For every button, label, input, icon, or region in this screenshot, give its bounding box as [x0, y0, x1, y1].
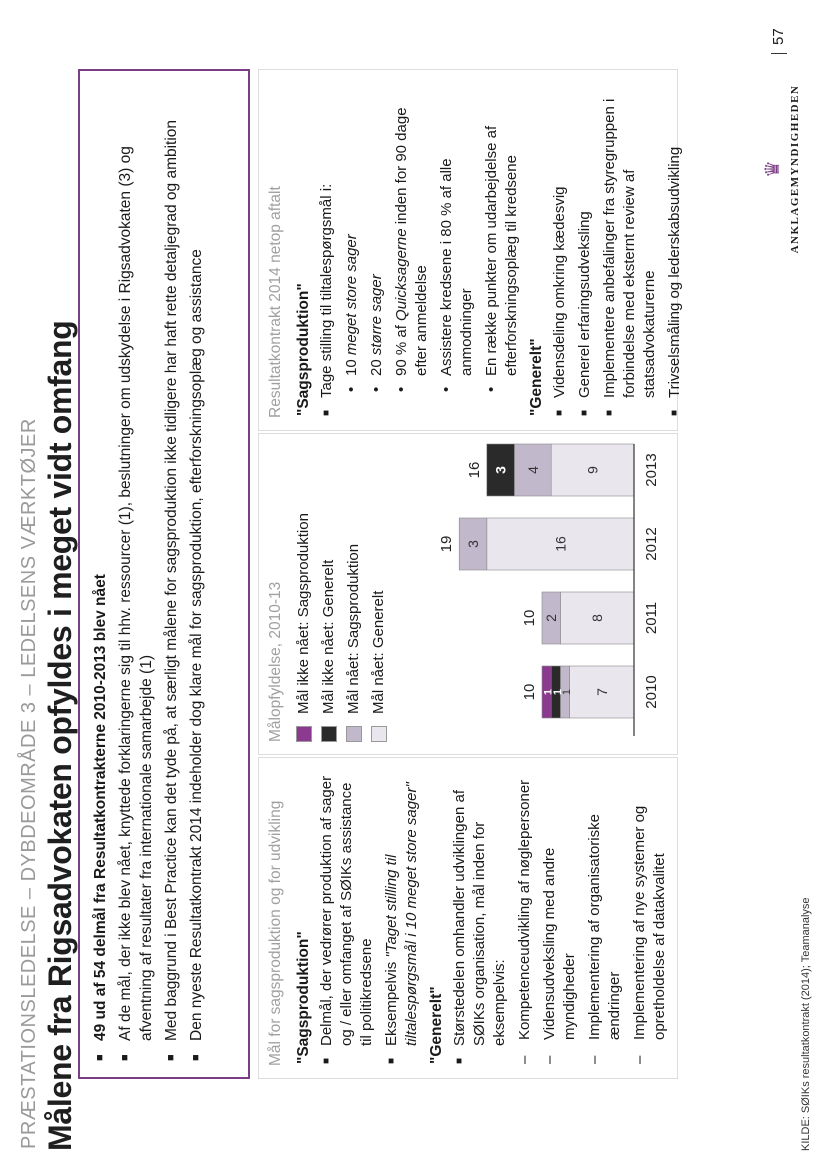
breadcrumb: PRÆSTATIONSLEDELSE – DYBDEOMRÅDE 3 – LEDELSENS VÆRKTØJER [18, 418, 40, 1149]
bar-value-label: 4 [524, 466, 541, 474]
section-heading: "Sagsproduktion" [295, 283, 312, 416]
list-item: ■ Tage stilling til tiltalespørgsmål i: [317, 82, 337, 418]
stacked-bar-chart [409, 434, 677, 754]
list-item: • 20 større sager [367, 82, 387, 396]
legend-item: Mål ikke nået: Sagsproduktion [295, 513, 312, 742]
list-item: ■ Størstedelen omhandler udviklingen af SØIKs organisation, mål inden for eksempelvis: [450, 770, 510, 1066]
agency-logo: ♛ ANKLAGEMYNDIGHEDEN [760, 69, 801, 269]
list-item: – Vidensudveksling med andre myndigheder [540, 770, 580, 1066]
legend-item: Mål nået: Sagsproduktion [345, 513, 362, 742]
bar-total-label: 10 [521, 609, 538, 627]
panel-title: Resultatkontrakt 2014 netop aftalt [267, 186, 284, 418]
source-note: KILDE: SØIKs resultatkontrakt (2014); Teamanalyse [800, 897, 812, 1151]
list-item: – Kompetenceudvikling af nøglepersoner [515, 770, 535, 1066]
bar-total-label: 19 [438, 535, 456, 553]
key-point: ■ 49 ud af 54 delmål fra Resultatkontrakterne 2010-2013 blev nået [90, 85, 111, 1063]
bar-value-label: 2 [543, 614, 560, 622]
list-item: – Implementering af nye systemer og opretholdelse af datakvalitet [630, 770, 670, 1066]
goals-panel [258, 757, 678, 1079]
legend-swatch [371, 726, 387, 742]
list-item: • 10 meget store sager [342, 82, 362, 396]
key-point: ■ Af de mål, der ikke blev nået, knyttede forklaringerne sig til hhv. ressourcer (1), beslutninger om udskydelse i Rigsadvokaten (3) og afventning af resultater fra internationale samarbejde (1) [115, 85, 157, 1063]
list-item: ■ Delmål, der vedrører produktion af sager og / eller omfanget af SØIKs assistance til politikredsene [317, 770, 377, 1066]
list-item: • Assistere kredsene i 80 % af alle anmodninger [437, 82, 477, 396]
section-heading: "Generelt" [428, 986, 445, 1064]
bar-value-label: 8 [589, 614, 606, 622]
list-item: ■ Trivselsmåling og lederskabsudvikling [665, 82, 685, 418]
x-tick-label: 2010 [643, 675, 660, 709]
list-item: ■ Vidensdeling omkring kædesvig [550, 82, 570, 418]
bar-value-label: 16 [552, 536, 569, 552]
bar-value-label: 7 [593, 688, 610, 696]
bar-value-label: 9 [584, 466, 601, 474]
x-tick-label: 2012 [643, 527, 660, 561]
bar-total-label: 16 [465, 461, 483, 479]
chart-panel [258, 433, 678, 755]
section-heading: "Sagsproduktion" [295, 931, 312, 1064]
section-heading: "Generelt" [528, 338, 545, 416]
panel-title: Målopfyldelse, 2010-13 [267, 581, 284, 742]
chart-legend [295, 513, 395, 742]
legend-swatch [296, 726, 312, 742]
legend-swatch [346, 726, 362, 742]
bar-value-label: 1 [542, 688, 555, 696]
page-title: Målene fra Rigsadvokaten opfyldes i meget vidt omfang [42, 320, 78, 1151]
list-item: ■ Implementere anbefalinger fra styregruppen i forbindelse med eksternt review af statsadvokaturerne [600, 82, 660, 418]
x-tick-label: 2011 [643, 601, 660, 635]
crown-icon: ♛ [762, 160, 784, 178]
list-item: ■ Eksempelvis "Taget stilling til tiltalespørgsmål i 10 meget store sager" [382, 770, 422, 1066]
list-item: • En række punkter om udarbejdelse af efterforskningsoplæg til kredsene [482, 82, 522, 396]
bar-value-label: 3 [465, 540, 481, 548]
bar-value-label: 1 [551, 688, 564, 696]
legend-swatch [321, 726, 337, 742]
page-number: 57 [770, 28, 787, 54]
list-item: • 90 % af Quicksagerne inden for 90 dage efter anmeldelse [392, 82, 432, 396]
list-item: ■ Generel erfaringsudveksling [575, 82, 595, 418]
panel-title: Mål for sagsproduktion og for udvikling [267, 800, 284, 1066]
bar-total-label: 10 [521, 683, 538, 701]
key-point: ■ Med baggrund i Best Practice kan det tyde på, at særligt målene for sagsproduktion ikke tidligere har haft rette detaljegrad og ambition [161, 85, 182, 1063]
x-tick-label: 2013 [643, 453, 660, 487]
bar-value-label: 1 [561, 688, 573, 696]
list-item: – Implementering af organisatoriske ændringer [585, 770, 625, 1066]
contract-2014-panel [258, 69, 683, 431]
legend-item: Mål ikke nået: Generelt [320, 513, 337, 742]
legend-item: Mål nået: Generelt [370, 513, 387, 742]
bar-value-label: 3 [492, 466, 509, 474]
key-findings-box [78, 69, 250, 1079]
key-point: ■ Den nyeste Resultatkontrakt 2014 indeholder dog klare mål for sagsproduktion, efterforskningsoplæg og assistance [186, 85, 207, 1063]
